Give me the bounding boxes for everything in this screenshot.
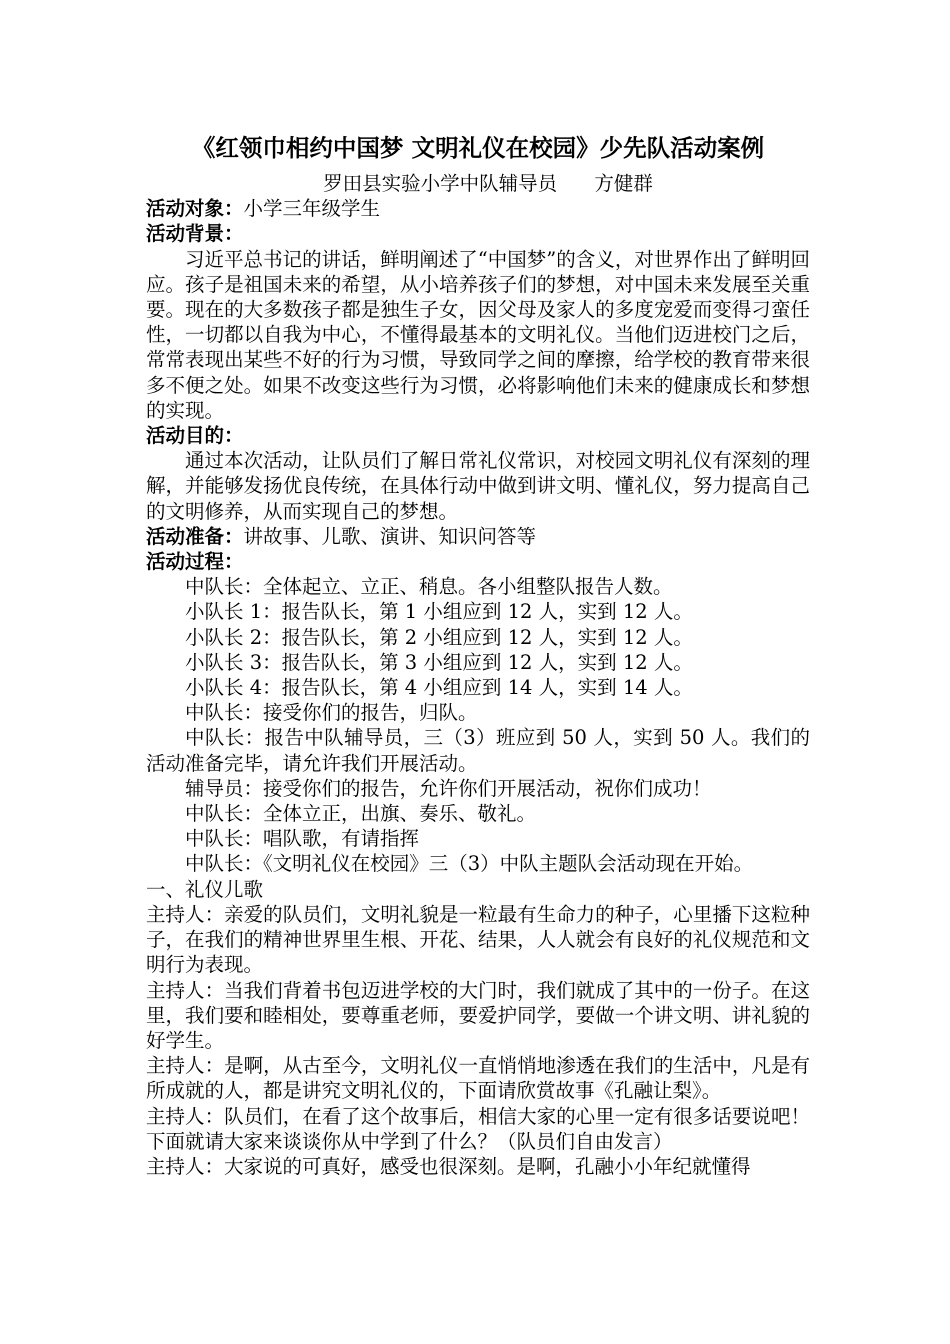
activity-background-label: 活动背景：	[146, 222, 244, 246]
activity-object	[146, 196, 810, 221]
activity-prep-text: 讲故事、儿歌、演讲、知识问答等	[243, 524, 537, 548]
process-line: 小队长 4：报告队长，第 4 小组应到 14 人，实到 14 人。	[185, 676, 693, 700]
host-paragraph: 主持人：是啊，从古至今，文明礼仪一直悄悄地渗透在我们的生活中，凡是有所成就的人，都是讲究文明礼仪的，下面请欣赏故事《孔融让梨》。	[146, 1054, 810, 1103]
process-line: 小队长 2：报告队长，第 2 小组应到 12 人，实到 12 人。	[185, 625, 693, 649]
document-page	[146, 130, 810, 1179]
activity-prep-label: 活动准备：	[146, 524, 244, 548]
document-title: 《红领巾相约中国梦 文明礼仪在校园》少先队活动案例	[191, 134, 765, 162]
section-heading: 一、礼仪儿歌	[146, 877, 264, 901]
host-paragraph: 主持人：大家说的可真好，感受也很深刻。是啊，孔融小小年纪就懂得	[146, 1154, 751, 1178]
activity-prep	[146, 524, 810, 549]
process-line: 中队长：全体起立、立正、稍息。各小组整队报告人数。	[185, 575, 673, 599]
process-line: 中队长：全体立正，出旗、奏乐、敬礼。	[185, 802, 537, 826]
process-line: 中队长：《文明礼仪在校园》三（3）中队主题队会活动现在开始。	[185, 852, 754, 876]
activity-background-text: 习近平总书记的讲话，鲜明阐述了“中国梦”的含义，对世界作出了鲜明回应。孩子是祖国未来的希望，从小培养孩子们的梦想，对中国未来发展至关重要。现在的大多数孩子都是独生子女，因父母及家人的多度宠爱而变得刁蛮任性，一切都以自我为中心，不懂得最基本的文明礼仪。当他们迈进校门之后，常常表现出某些不好的行为习惯，导致同学之间的摩擦，给学校的教育带来很多不便之处。如果不改变这些行为习惯，必将影响他们未来的健康成长和梦想的实现。	[146, 247, 810, 422]
process-line: 中队长：唱队歌，有请指挥	[185, 827, 420, 851]
process-line: 小队长 3：报告队长，第 3 小组应到 12 人，实到 12 人。	[185, 650, 693, 674]
activity-process-heading	[146, 549, 810, 574]
activity-purpose-heading	[146, 423, 810, 448]
process-line: 小队长 1：报告队长，第 1 小组应到 12 人，实到 12 人。	[185, 600, 693, 624]
activity-purpose-label: 活动目的：	[146, 424, 244, 448]
process-line: 辅导员：接受你们的报告，允许你们开展活动，祝你们成功！	[185, 776, 712, 800]
process-report: 中队长：报告中队辅导员，三（3）班应到 50 人，实到 50 人。我们的活动准备完毕，请允许我们开展活动。	[146, 726, 810, 775]
activity-object-label: 活动对象：	[146, 197, 244, 221]
activity-background-heading	[146, 221, 810, 246]
host-paragraph: 主持人：亲爱的队员们，文明礼貌是一粒最有生命力的种子，心里播下这粒种子，在我们的精神世界里生根、开花、结果，人人就会有良好的礼仪规范和文明行为表现。	[146, 902, 810, 977]
author-line: 罗田县实验小学中队辅导员 方健群	[323, 172, 653, 195]
activity-purpose-text: 通过本次活动，让队员们了解日常礼仪常识，对校园文明礼仪有深刻的理解，并能够发扬优良传统，在具体行动中做到讲文明、懂礼仪，努力提高自己的文明修养，从而实现自己的梦想。	[146, 449, 810, 523]
process-line: 中队长：接受你们的报告，归队。	[185, 701, 478, 725]
activity-process-label: 活动过程：	[146, 550, 244, 574]
host-paragraph: 主持人：队员们，在看了这个故事后，相信大家的心里一定有很多话要说吧！下面就请大家来谈谈你从中学到了什么？（队员们自由发言）	[146, 1104, 810, 1153]
host-paragraph: 主持人：当我们背着书包迈进学校的大门时，我们就成了其中的一份子。在这里，我们要和睦相处，要尊重老师，要爱护同学，要做一个讲文明、讲礼貌的好学生。	[146, 978, 810, 1052]
activity-object-text: 小学三年级学生	[243, 197, 381, 221]
